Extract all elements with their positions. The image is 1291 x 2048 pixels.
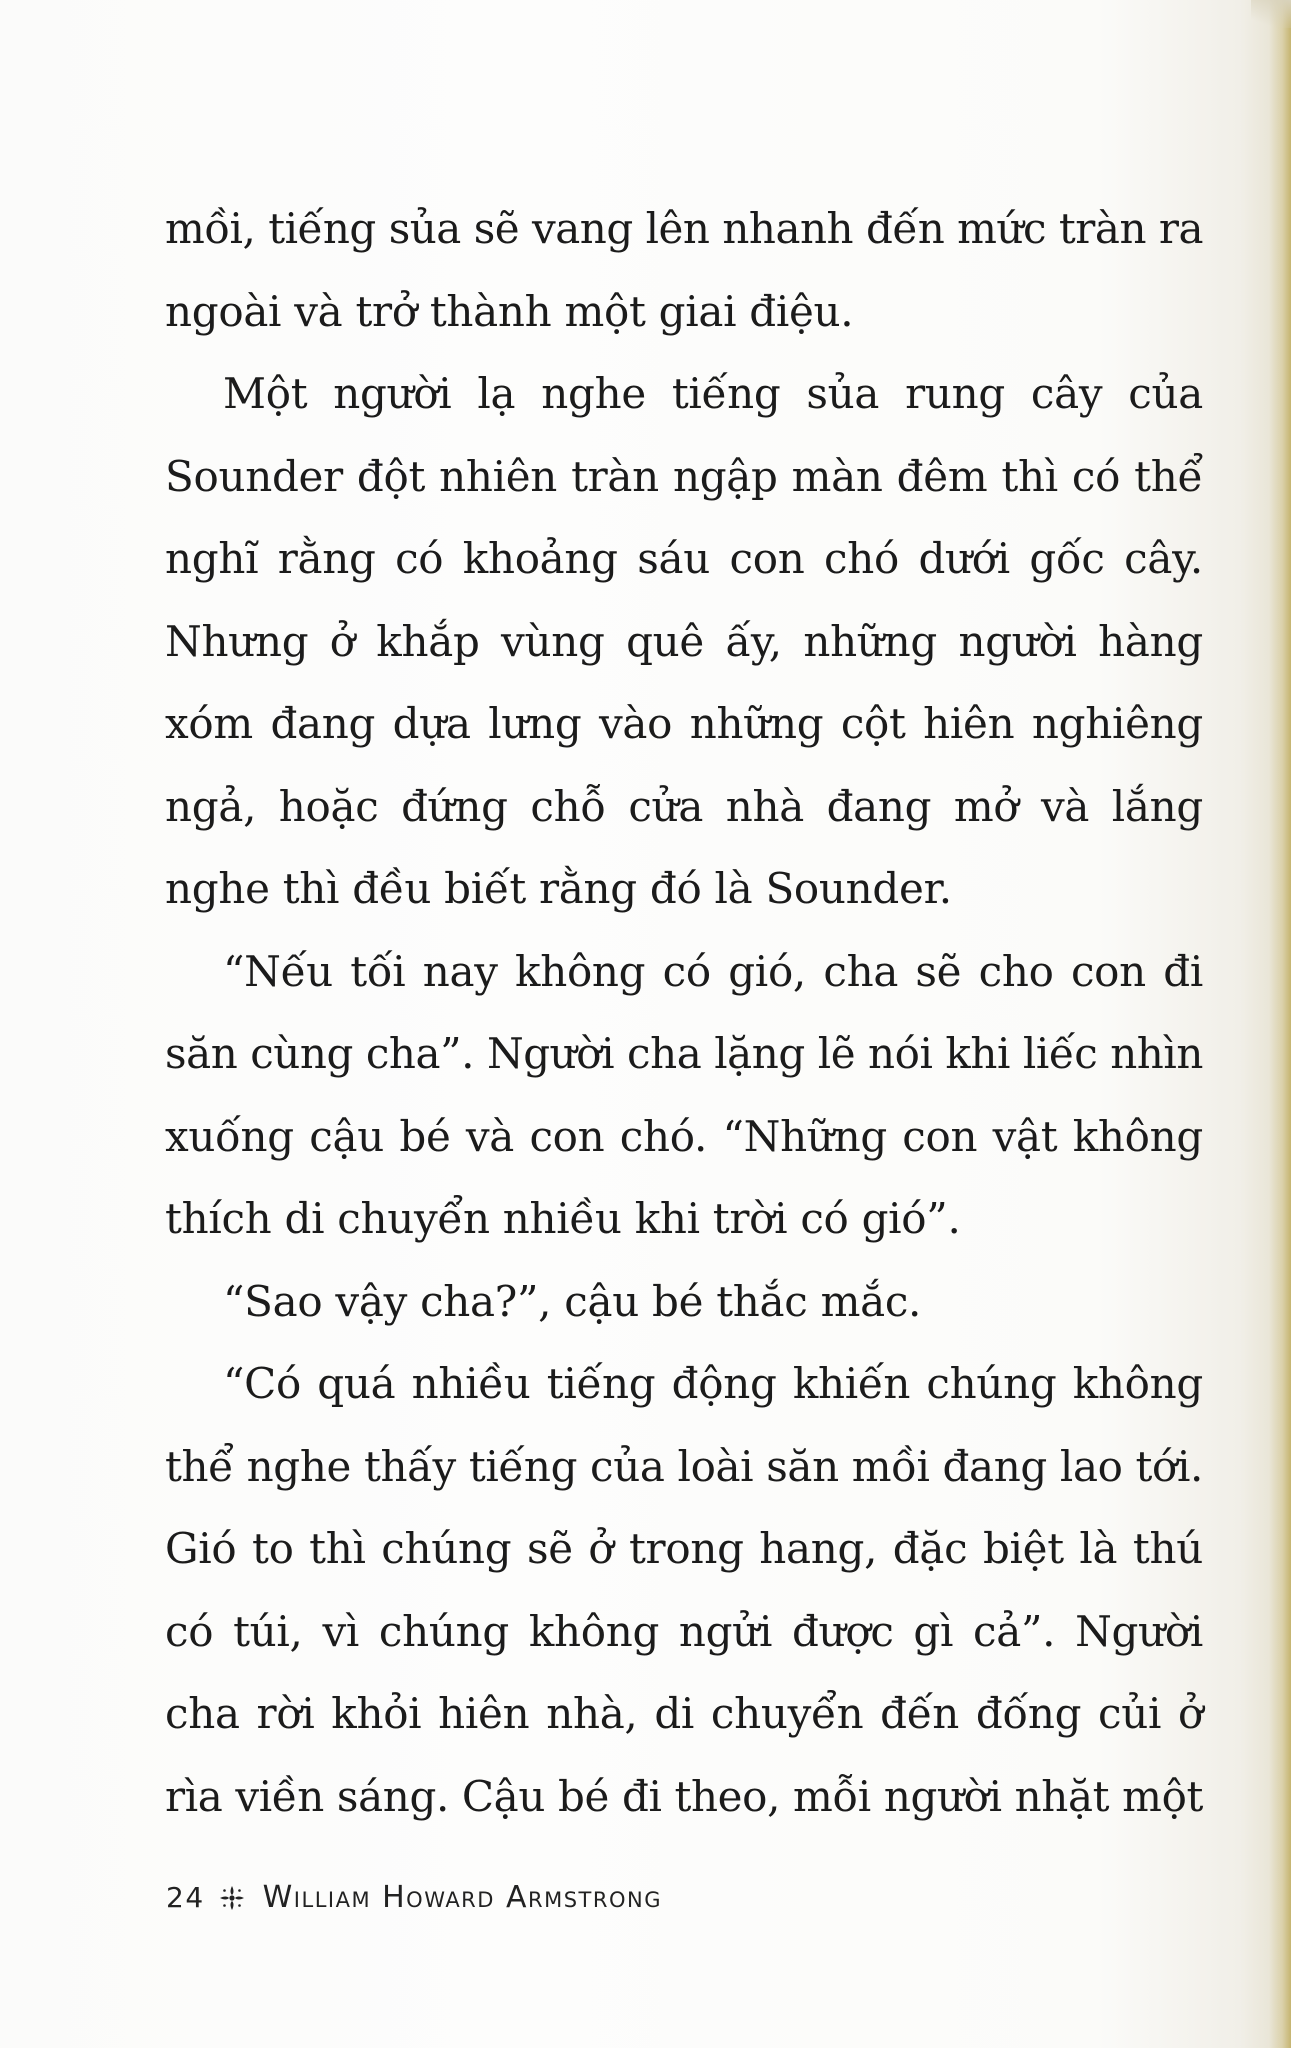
page-corner: [1251, 0, 1291, 28]
text-line: thích di chuyển nhiều khi trời có gió”.: [165, 1194, 961, 1243]
fleuron-icon: [219, 1885, 245, 1911]
text-line: rìa viền sáng. Cậu bé đi theo, mỗi người nhặt một: [165, 1771, 1203, 1821]
text-line: xóm đang dựa lưng vào những cột hiên nghiêng: [165, 699, 1203, 748]
author-name: William Howard Armstrong: [262, 1880, 662, 1915]
page-number: 24: [166, 1881, 205, 1914]
text-line: nghĩ rằng có khoảng sáu con chó dưới gốc cây.: [165, 534, 1203, 583]
text-line: ngả, hoặc đứng chỗ cửa nhà đang mở và lắng: [165, 781, 1203, 831]
text-line: “Nếu tối nay không có gió, cha sẽ cho con đi: [223, 946, 1203, 996]
text-line: săn cùng cha”. Người cha lặng lẽ nói khi liếc nhìn: [165, 1029, 1203, 1078]
page-edge: [1269, 0, 1291, 2048]
text-line: Sounder đột nhiên tràn ngập màn đêm thì có thể: [165, 451, 1203, 501]
text-line: Nhưng ở khắp vùng quê ấy, những người hàng: [165, 616, 1203, 666]
text-line: Gió to thì chúng sẽ ở trong hang, đặc biệt là thú: [165, 1524, 1203, 1573]
text-line: xuống cậu bé và con chó. “Những con vật không: [165, 1111, 1203, 1161]
running-footer: [166, 1880, 662, 1915]
text-line: cha rời khỏi hiên nhà, di chuyển đến đống củi ở: [165, 1689, 1203, 1738]
text-line: có túi, vì chúng không ngửi được gì cả”. Người: [165, 1606, 1203, 1656]
text-line: “Có quá nhiều tiếng động khiến chúng không: [223, 1359, 1203, 1408]
text-line: “Sao vậy cha?”, cậu bé thắc mắc.: [223, 1276, 922, 1326]
text-line: thể nghe thấy tiếng của loài săn mồi đang lao tới.: [165, 1441, 1203, 1491]
text-line: ngoài và trở thành một giai điệu.: [165, 286, 854, 336]
text-line: nghe thì đều biết rằng đó là Sounder.: [165, 864, 952, 913]
body-text: [165, 188, 1203, 1838]
text-line: mồi, tiếng sủa sẽ vang lên nhanh đến mức tràn ra: [165, 204, 1203, 253]
text-line: Một người lạ nghe tiếng sủa rung cây của: [223, 369, 1203, 418]
